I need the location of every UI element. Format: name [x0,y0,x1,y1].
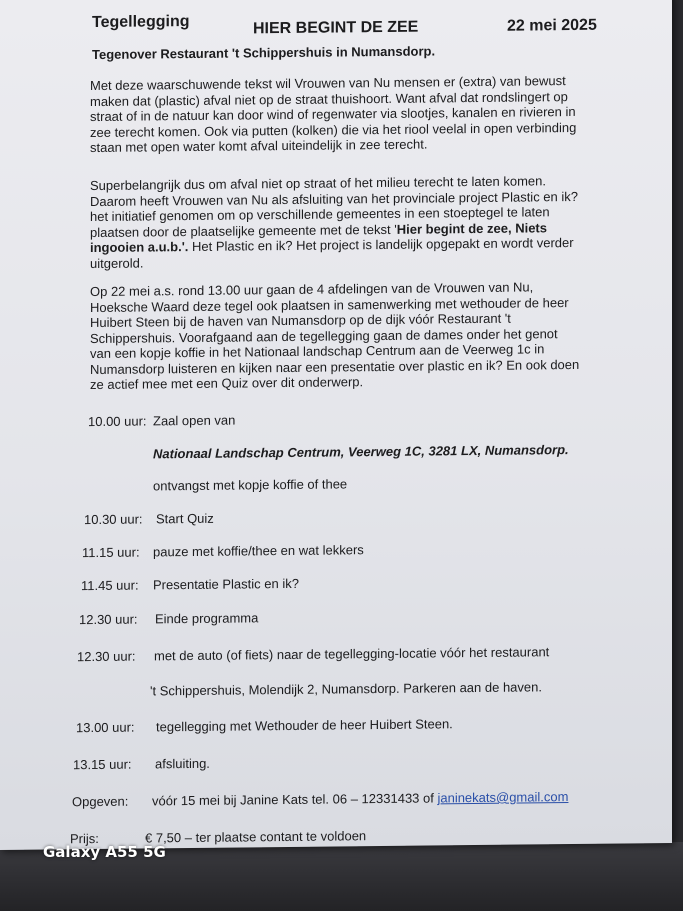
text-line: van een kopje koffie in het Nationaal landschap Centrum aan de Veerweg 1c in [90,341,545,362]
signup-label: Opgeven: [72,793,129,810]
schedule-time: 10.30 uur: [84,511,143,528]
schedule-text: tegellegging met Wethouder de heer Huibert Steen. [156,716,453,735]
text-segment: plaatsen door de plaatselijke gemeente met de tekst ' [90,221,397,240]
schedule-time: 10.00 uur: [88,413,147,430]
text-line: Hoeksche Waard deze tegel ook plaatsen in samenwerking met wethouder de heer [90,294,569,315]
schedule-text: ontvangst met kopje koffie of thee [153,476,348,494]
signup-details: vóór 15 mei bij Janine Kats tel. 06 – 12331433 of [152,790,438,809]
text-line: Schippershuis. Voorafgaand aan de tegellegging gaan de dames onder het genot [90,325,558,346]
schedule-text: Einde programma [155,610,259,627]
schedule-time: 13.00 uur: [76,719,135,736]
camera-watermark: Galaxy A55 5G [43,843,166,861]
header-date: 22 mei 2025 [507,16,597,35]
paragraph-event [90,278,630,392]
schedule-time: 11.15 uur: [82,544,140,561]
price-label: Prijs: [70,830,99,847]
slogan-text-continued: ingooien a.u.b.'. [90,239,189,256]
text-line: uitgerold. [90,254,144,271]
text-line: Daarom heeft Vrouwen van Nu als afsluiting van het provinciale project Plastic en ik? [90,188,578,209]
schedule-text: Presentatie Plastic en ik? [153,575,299,593]
schedule-venue: Nationaal Landschap Centrum, Veerweg 1C, 3281 LX, Numansdorp. [153,442,569,462]
schedule-time: 12.30 uur: [79,611,138,628]
paragraph-initiative [90,172,630,271]
schedule-time: 11.45 uur: [81,577,139,594]
schedule-text: Zaal open van [153,412,236,429]
schedule-text: afsluiting. [155,755,210,772]
text-line: Met deze waarschuwende tekst wil Vrouwen van Nu mensen er (extra) van bewust [90,73,566,94]
schedule-time: 13.15 uur: [73,756,132,773]
text-line: maken dat (plastic) afval niet op de straat thuishoort. Want afval dat rondslingert op [90,88,568,109]
text-line: Op 22 mei a.s. rond 13.00 uur gaan de 4 afdelingen van de Vrouwen van Nu, [90,279,534,300]
schedule-text: Start Quiz [156,510,214,527]
text-line: staan met open water komt afval uiteindelijk in zee terecht. [90,136,428,156]
slogan-text: Hier begint de zee, Niets [396,219,547,237]
text-line: zee terecht komen. Ook via putten (kolken) die via het riool veelal in open verbinding [90,119,577,140]
email-link[interactable]: janinekats@gmail.com [437,789,569,806]
paragraph-intro [90,72,630,155]
price-text: € 7,50 – ter plaatse contant te voldoen [145,828,367,846]
schedule-time: 12.30 uur: [77,648,136,665]
text-line: het initiatief genomen om op verschillende gemeentes in een stoeptegel te laten [90,204,550,225]
header-left: Tegellegging [92,13,190,32]
text-line: Superbelangrijk dus om afval niet op straat of het milieu terecht te laten komen. [90,173,546,194]
text-line: Numansdorp luisteren en kijken naar een presentatie over plastic en ik? En ook doen [90,356,580,377]
text-line: straat of in de natuur kan door wind of regenwater via slootjes, kanalen en rivieren in [90,103,576,125]
text-line: ze actief mee met een Quiz over dit onderwerp. [90,374,364,393]
text-line: Huibert Steen bij de haven van Numansdorp op de dijk vóór Restaurant 't [90,310,511,331]
header-title: HIER BEGINT DE ZEE [253,18,419,38]
schedule-text: pauze met koffie/thee en wat lekkers [153,542,364,560]
signup-text [152,789,568,809]
document-subtitle: Tegenover Restaurant 't Schippershuis in Numansdorp. [92,43,436,63]
schedule-text: met de auto (of fiets) naar de tegellegging-locatie vóór het restaurant [154,644,550,664]
text-segment: Het Plastic en ik? Het project is landelijk opgepakt en wordt verder [188,234,574,255]
schedule-text: 't Schippershuis, Molendijk 2, Numansdorp. Parkeren aan de haven. [150,679,542,699]
